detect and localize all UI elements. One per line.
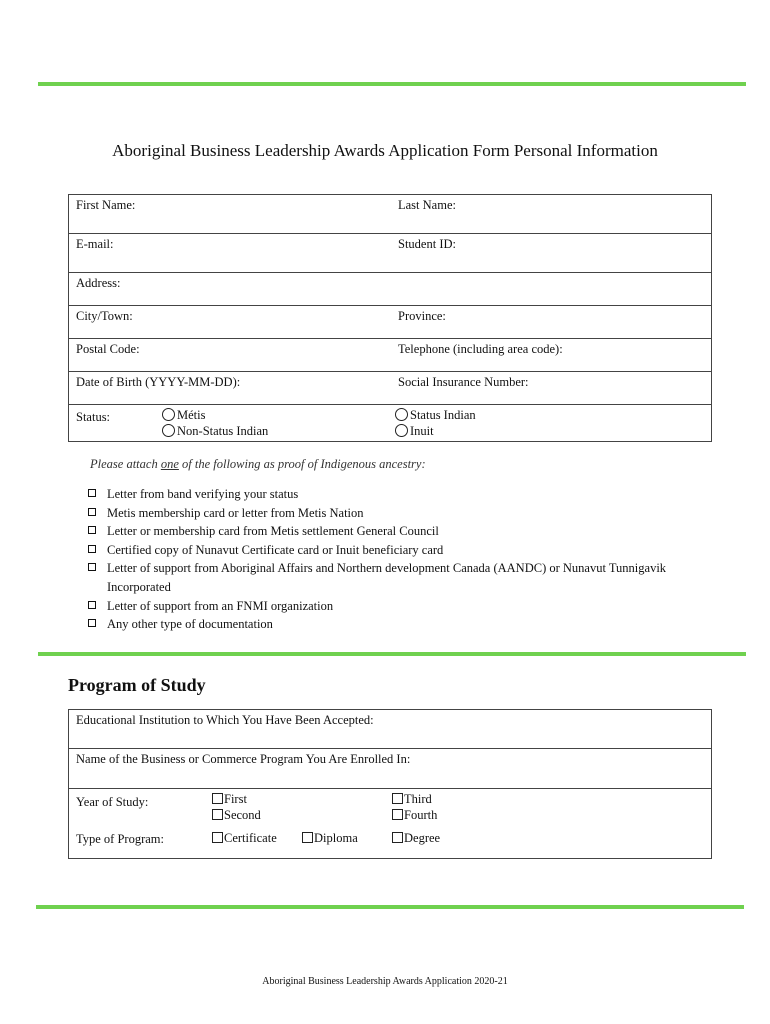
bottom-divider — [36, 905, 744, 909]
year-second-option[interactable]: Second — [212, 808, 261, 823]
proof-list — [88, 485, 688, 634]
list-item: Any other type of documentation — [88, 615, 688, 634]
year-type-row — [69, 789, 711, 858]
type-diploma-option[interactable]: Diploma — [302, 831, 358, 846]
city-field[interactable]: City/Town: — [76, 309, 133, 323]
first-name-field[interactable]: First Name: — [76, 198, 136, 212]
list-item: Letter or membership card from Metis settlement General Council — [88, 522, 688, 541]
form-title: Aboriginal Business Leadership Awards Application Form Personal Information — [112, 141, 658, 160]
list-item: Metis membership card or letter from Metis Nation — [88, 504, 688, 523]
radio-icon[interactable] — [162, 424, 175, 437]
status-non-status-option[interactable]: Non-Status Indian — [162, 424, 268, 439]
address-row — [69, 273, 711, 306]
top-divider — [38, 82, 746, 86]
type-degree-option[interactable]: Degree — [392, 831, 440, 846]
type-certificate-option[interactable]: Certificate — [212, 831, 277, 846]
radio-icon[interactable] — [162, 408, 175, 421]
program-name-field[interactable]: Name of the Business or Commerce Program You Are Enrolled In: — [76, 752, 411, 766]
postal-code-field[interactable]: Postal Code: — [76, 342, 140, 356]
checkbox-icon[interactable] — [392, 832, 403, 843]
year-label: Year of Study: — [76, 795, 149, 809]
radio-icon[interactable] — [395, 424, 408, 437]
bullet-square-icon — [88, 545, 96, 553]
status-indian-option[interactable]: Status Indian — [395, 408, 476, 423]
student-id-field[interactable]: Student ID: — [398, 237, 456, 251]
status-label: Status: — [76, 410, 111, 424]
institution-row — [69, 710, 711, 749]
mid-divider — [38, 652, 746, 656]
status-metis-option[interactable]: Métis — [162, 408, 205, 423]
postal-row — [69, 339, 711, 372]
year-first-option[interactable]: First — [212, 792, 247, 807]
email-field[interactable]: E-mail: — [76, 237, 114, 251]
year-fourth-option[interactable]: Fourth — [392, 808, 437, 823]
name-row — [69, 195, 711, 234]
checkbox-icon[interactable] — [392, 809, 403, 820]
bullet-square-icon — [88, 601, 96, 609]
bullet-square-icon — [88, 508, 96, 516]
list-item: Letter of support from Aboriginal Affairs and Northern development Canada (AANDC) or Nunavut Tunnigavik Incorporated — [88, 559, 688, 596]
status-row — [69, 405, 711, 443]
program-name-row — [69, 749, 711, 789]
list-item: Letter of support from an FNMI organization — [88, 597, 688, 616]
sin-field[interactable]: Social Insurance Number: — [398, 375, 529, 389]
city-row — [69, 306, 711, 339]
personal-info-table — [68, 194, 712, 442]
checkbox-icon[interactable] — [212, 809, 223, 820]
type-label: Type of Program: — [76, 832, 164, 846]
province-field[interactable]: Province: — [398, 309, 446, 323]
year-third-option[interactable]: Third — [392, 792, 432, 807]
radio-icon[interactable] — [395, 408, 408, 421]
program-section-title: Program of Study — [68, 675, 206, 695]
bullet-square-icon — [88, 619, 96, 627]
last-name-field[interactable]: Last Name: — [398, 198, 456, 212]
checkbox-icon[interactable] — [392, 793, 403, 804]
list-item: Letter from band verifying your status — [88, 485, 688, 504]
checkbox-icon[interactable] — [212, 832, 223, 843]
proof-note: Please attach one of the following as proof of Indigenous ancestry: — [90, 457, 426, 471]
telephone-field[interactable]: Telephone (including area code): — [398, 342, 563, 356]
bullet-square-icon — [88, 526, 96, 534]
checkbox-icon[interactable] — [212, 793, 223, 804]
program-table — [68, 709, 712, 859]
page-footer: Aboriginal Business Leadership Awards Application 2020-21 — [262, 976, 508, 987]
dob-row — [69, 372, 711, 405]
list-item: Certified copy of Nunavut Certificate card or Inuit beneficiary card — [88, 541, 688, 560]
email-row — [69, 234, 711, 273]
checkbox-icon[interactable] — [302, 832, 313, 843]
address-field[interactable]: Address: — [76, 276, 121, 290]
institution-field[interactable]: Educational Institution to Which You Have Been Accepted: — [76, 713, 374, 727]
bullet-square-icon — [88, 563, 96, 571]
bullet-square-icon — [88, 489, 96, 497]
status-inuit-option[interactable]: Inuit — [395, 424, 434, 439]
date-of-birth-field[interactable]: Date of Birth (YYYY-MM-DD): — [76, 375, 241, 389]
